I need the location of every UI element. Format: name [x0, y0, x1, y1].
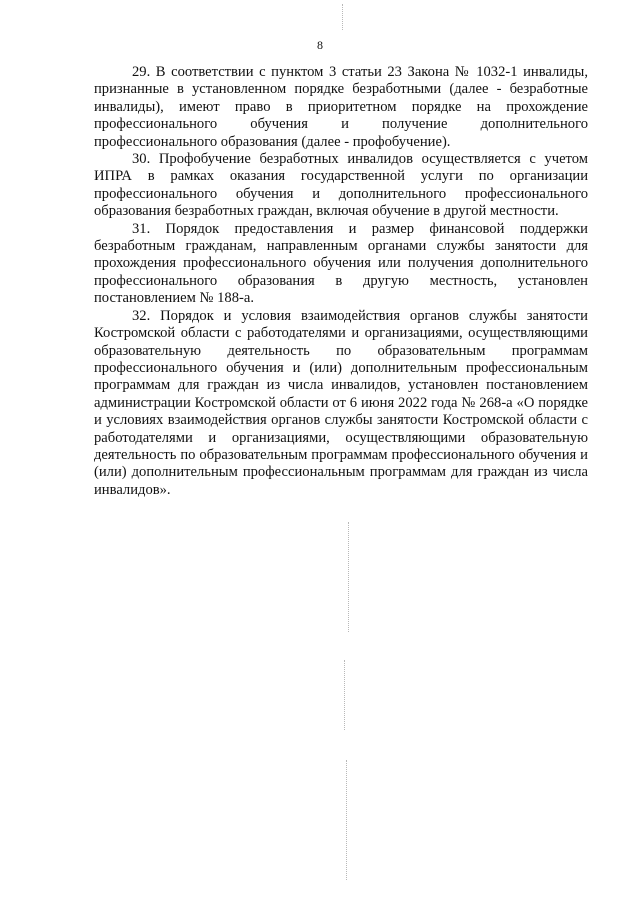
paragraph-30: 30. Профобучение безработных инвалидов осуществляется с учетом ИПРА в рамках оказания государственной услуги по организации профессионального обучения и дополнительного профессионального образования безработных граждан, включая обучение в другой местности. — [94, 151, 588, 220]
scan-artifact-line — [348, 522, 349, 632]
paragraph-29: 29. В соответствии с пунктом 3 статьи 23 Закона № 1032-1 инвалиды, признанные в установленном порядке безработными (далее - безработные инвалиды), имеют право в приоритетном порядке на прохождение профессионального обучения и получение дополнительного профессионального образования (далее - профобучение). — [94, 64, 588, 150]
paragraph-32: 32. Порядок и условия взаимодействия органов службы занятости Костромской области с работодателями и организациями, осуществляющими образовательную деятельность по образовательным программам профессионального обучения и (или) дополнительным профессиональным программам для граждан из числа инвалидов, установлен постановлением администрации Костромской области от 6 июня 2022 года № 268-а «О порядке и условиях взаимодействия органов службы занятости Костромской области с работодателями и организациями, осуществляющими образовательную деятельность по образовательным программам профессионального обучения и (или) дополнительным профессиональным программам для граждан из числа инвалидов». — [94, 307, 588, 498]
scan-artifact-line — [342, 4, 343, 30]
scan-artifact-line — [346, 760, 347, 880]
scan-artifact-line — [344, 660, 345, 730]
page-number: 8 — [317, 38, 323, 52]
document-body — [94, 64, 588, 499]
paragraph-31: 31. Порядок предоставления и размер финансовой поддержки безработным гражданам, направленным органами службы занятости для прохождения профессионального обучения или получения дополнительного профессионального образования в другую местность, установлен постановлением № 188-а. — [94, 220, 588, 307]
